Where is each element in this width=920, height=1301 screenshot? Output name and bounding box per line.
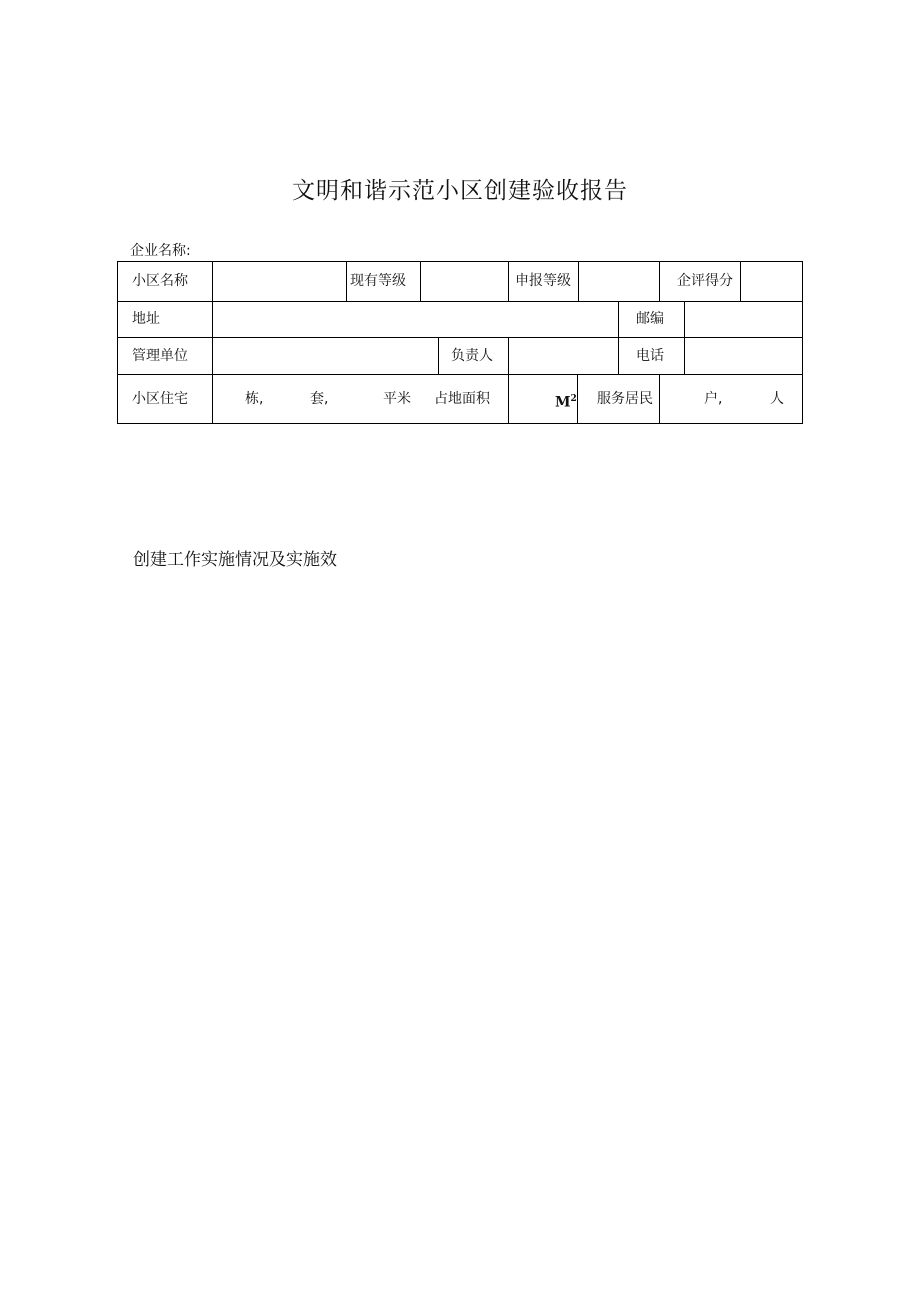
m2-base: M bbox=[555, 394, 571, 411]
column-divider bbox=[659, 262, 660, 301]
apply-grade-label: 申报等级 bbox=[515, 273, 571, 289]
people-unit: 人 bbox=[770, 391, 784, 407]
column-divider bbox=[508, 337, 509, 374]
column-divider bbox=[578, 262, 579, 301]
buildings-unit: 栋, bbox=[245, 391, 264, 407]
column-divider bbox=[618, 337, 619, 374]
square-meter-unit bbox=[555, 389, 577, 413]
units-unit: 套, bbox=[310, 391, 329, 407]
sqm-unit: 平米 bbox=[383, 391, 411, 407]
column-divider bbox=[346, 262, 347, 301]
column-divider bbox=[577, 374, 578, 423]
column-divider bbox=[740, 262, 741, 301]
column-divider bbox=[508, 262, 509, 301]
column-divider bbox=[618, 301, 619, 337]
column-divider bbox=[420, 262, 421, 301]
postcode-label: 邮编 bbox=[636, 311, 664, 327]
section-heading: 创建工作实施情况及实施效 bbox=[133, 550, 337, 570]
address-label: 地址 bbox=[132, 311, 160, 327]
row-divider bbox=[118, 337, 802, 338]
service-residents-label: 服务居民 bbox=[597, 391, 653, 407]
row-divider bbox=[118, 374, 802, 375]
column-divider bbox=[438, 337, 439, 374]
community-name-label: 小区名称 bbox=[132, 273, 188, 289]
page-title: 文明和谐示范小区创建验收报告 bbox=[292, 178, 628, 204]
households-unit: 户, bbox=[704, 391, 723, 407]
land-area-label: 占地面积 bbox=[434, 391, 490, 407]
m2-superscript: 2 bbox=[570, 394, 577, 404]
column-divider bbox=[684, 301, 685, 374]
column-divider bbox=[212, 262, 213, 423]
phone-label: 电话 bbox=[636, 348, 664, 364]
acceptance-form-table bbox=[117, 261, 803, 424]
column-divider bbox=[659, 374, 660, 423]
management-unit-label: 管理单位 bbox=[132, 348, 188, 364]
person-in-charge-label: 负责人 bbox=[451, 348, 493, 364]
row-divider bbox=[118, 301, 802, 302]
self-score-label: 企评得分 bbox=[677, 273, 733, 289]
company-name-label: 企业名称: bbox=[130, 243, 191, 259]
residence-label: 小区住宅 bbox=[132, 391, 188, 407]
current-grade-label: 现有等级 bbox=[350, 273, 406, 289]
column-divider bbox=[508, 374, 509, 423]
